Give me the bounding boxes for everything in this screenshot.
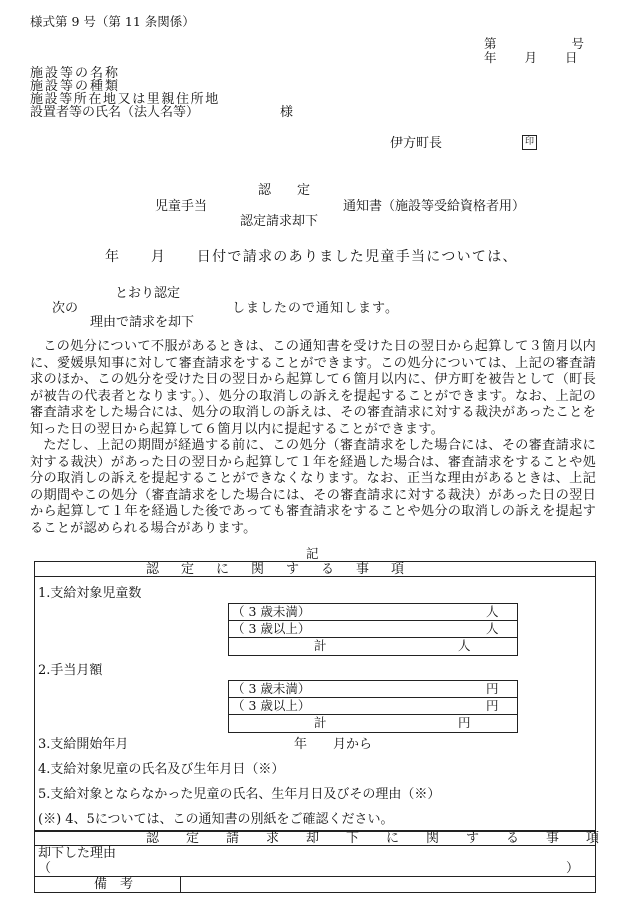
- founder-name-label: 設置者等の氏名（法人名等）: [30, 105, 200, 120]
- rejection-reason-label: 却下した理由: [38, 846, 117, 861]
- start-month-value: 年 月から: [294, 737, 373, 752]
- children-over3-label: （ 3 歳以上）: [232, 621, 311, 636]
- amount-under3-label: （ 3 歳未満）: [232, 681, 311, 696]
- document-date-label: 年 月 日: [484, 50, 579, 65]
- notice-paragraph-2: ただし、上記の期間が経過する前に、この処分（審査請求をした場合には、その審査請求に対する裁決）があった日の翌日から起算して１年を経過した場合は、審査請求をすることや処分の取消しの訴えを提起することができなくなります。なお、正当な理由があるときは、上記の期間やこの処分（審査請求をした場合には、その審査請求に対する裁決）があった日の翌日から起算して１年を経過した後であっても審査請求をすることや処分の取消しの訴えを提起することが認められる場合があります。: [30, 438, 596, 536]
- approval-header: 認定に関する事項: [146, 562, 427, 577]
- reason-paren-open: （: [38, 861, 52, 876]
- footnote: (※) 4、5については、この通知書の別紙をご確認ください。: [38, 812, 394, 827]
- form-number: 様式第 9 号（第 11 条関係）: [30, 14, 195, 29]
- seal-mark: 印: [522, 135, 537, 150]
- lead-prefix: 次の: [52, 301, 79, 316]
- amount-under3-unit: 円: [486, 681, 499, 696]
- remarks-label: 備 考: [94, 877, 134, 892]
- option-reject: 理由で請求を却下: [90, 315, 195, 330]
- request-date-line: 年 月 日付で請求のありました児童手当については、: [105, 249, 518, 265]
- title-child-allowance: 児童手当: [155, 199, 208, 214]
- item5-label: 5.支給対象とならなかった児童の氏名、生年月日及びその理由（※）: [38, 787, 441, 802]
- reason-paren-close: ）: [566, 861, 580, 876]
- facility-address-label: 施設等所在地又は里親住所地: [30, 92, 220, 107]
- amount-total-unit: 円: [458, 715, 471, 730]
- notice-paragraph-1: この処分について不服があるときは、この通知書を受けた日の翌日から起算して３箇月以内に、愛媛県知事に対して審査請求をすることができます。この処分については、上記の審査請求のほか、この処分を受けた日の翌日から起算して６箇月以内に、伊方町を被告として（町長が被告の代表者となります。）、処分の取消しの訴えを提起することができます。なお、上記の審査請求をした場合には、処分の取消しの訴えは、その審査請求に対する裁決があったことを知った日の翌日から起算して６箇月以内に提起することができます。: [30, 339, 596, 437]
- lead-suffix: しましたので通知します。: [232, 301, 399, 316]
- children-over3-unit: 人: [486, 621, 499, 636]
- remarks-column-divider: [180, 876, 181, 893]
- facility-name-label: 施設等の名称: [30, 66, 121, 81]
- children-count-row-divider-2: [228, 637, 518, 638]
- title-certification: 認 定: [258, 183, 311, 198]
- title-notice-type: 通知書（施設等受給資格者用）: [343, 199, 526, 214]
- document-number-label: 第 号: [484, 36, 585, 51]
- ki-label: 記: [306, 546, 319, 561]
- rejection-header: 認定請求却下に関する事項: [146, 831, 627, 846]
- monthly-amount-row-divider-2: [228, 714, 518, 715]
- issuer-name: 伊方町長: [390, 136, 443, 151]
- facility-type-label: 施設等の種類: [30, 79, 121, 94]
- children-under3-unit: 人: [486, 604, 499, 619]
- children-under3-label: （ 3 歳未満）: [232, 604, 311, 619]
- honorific-label: 様: [280, 105, 294, 120]
- start-month-label: 3.支給開始年月: [38, 737, 129, 752]
- amount-over3-label: （ 3 歳以上）: [232, 698, 311, 713]
- children-total-label: 計: [314, 638, 327, 653]
- option-approve: とおり認定: [115, 286, 181, 301]
- children-count-label: 1.支給対象児童数: [38, 586, 142, 601]
- title-rejection: 認定請求却下: [240, 214, 319, 229]
- amount-total-label: 計: [314, 715, 327, 730]
- item4-label: 4.支給対象児童の氏名及び生年月日（※）: [38, 762, 285, 777]
- amount-over3-unit: 円: [486, 698, 499, 713]
- monthly-amount-label: 2.手当月額: [38, 663, 103, 678]
- children-total-unit: 人: [458, 638, 471, 653]
